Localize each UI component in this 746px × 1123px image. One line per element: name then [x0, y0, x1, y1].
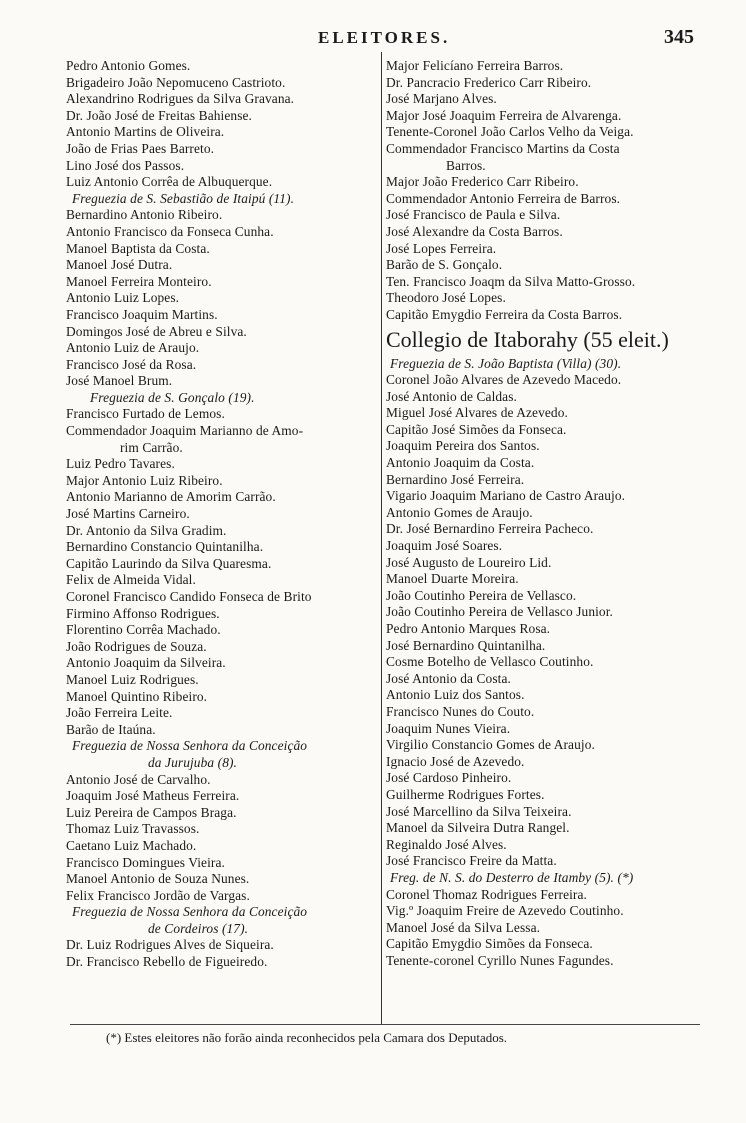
elector-entry: Barão de Itaúna. — [66, 721, 156, 737]
elector-entry: Commendador Joaquim Marianno de Amo- — [66, 423, 304, 439]
elector-entry: Luiz Pedro Tavares. — [66, 456, 175, 472]
elector-entry: Capitão Laurindo da Silva Quaresma. — [66, 555, 272, 571]
elector-entry: Francisco Nunes do Couto. — [386, 703, 535, 719]
elector-entry: Dr. Antonio da Silva Gradim. — [66, 522, 227, 538]
elector-entry: Antonio Francisco da Fonseca Cunha. — [66, 223, 274, 239]
elector-entry: Antonio Luiz de Araujo. — [66, 340, 200, 356]
elector-entry-continuation: rim Carrão. — [120, 439, 183, 455]
elector-entry: Manoel Luiz Rodrigues. — [66, 671, 199, 687]
elector-entry: Manoel Baptista da Costa. — [66, 240, 210, 256]
elector-entry: José Augusto de Loureiro Lid. — [386, 554, 552, 570]
page-header — [0, 22, 746, 52]
parish-heading: Freg. de N. S. do Desterro de Itamby (5). (*) — [390, 869, 634, 885]
elector-entry: Ignacio José de Azevedo. — [386, 753, 525, 769]
elector-entry: João Coutinho Pereira de Vellasco Junior. — [386, 604, 613, 620]
elector-entry: Luiz Antonio Corrêa de Albuquerque. — [66, 174, 273, 190]
parish-heading: Freguezia de S. Gonçalo (19). — [90, 389, 255, 405]
elector-entry: Tenente-coronel Cyrillo Nunes Fagundes. — [386, 952, 614, 968]
elector-entry: João Ferreira Leite. — [66, 705, 173, 721]
column-divider — [381, 52, 382, 1025]
elector-entry: José Antonio de Caldas. — [386, 388, 517, 404]
elector-entry: Capitão Emygdio Ferreira da Costa Barros. — [386, 306, 623, 322]
elector-entry: Bernardino Constancio Quintanilha. — [66, 539, 264, 555]
elector-entry: José Marcellino da Silva Teixeira. — [386, 803, 572, 819]
elector-entry: Antonio Joaquim da Silveira. — [66, 655, 226, 671]
parish-heading: da Jurujuba (8). — [148, 754, 237, 770]
parish-heading: Freguezia de S. João Baptista (Villa) (30). — [390, 355, 622, 371]
college-heading: Collegio de Itaborahy (55 eleit.) — [386, 326, 669, 352]
elector-entry: Antonio Luiz dos Santos. — [386, 687, 525, 703]
footnote-divider — [70, 1024, 700, 1025]
elector-entry: Manoel José Dutra. — [66, 257, 173, 273]
elector-entry: José Cardoso Pinheiro. — [386, 770, 512, 786]
elector-entry: Thomaz Luiz Travassos. — [66, 821, 200, 837]
elector-entry: José Martins Carneiro. — [66, 506, 190, 522]
page-title: ELEITORES. — [318, 28, 451, 47]
elector-entry: Francisco Domingues Vieira. — [66, 854, 225, 870]
elector-entry: Pedro Antonio Gomes. — [66, 58, 191, 73]
elector-entry: Luiz Pereira de Campos Braga. — [66, 804, 237, 820]
left-column — [60, 58, 380, 971]
elector-entry: Commendador Antonio Ferreira de Barros. — [386, 190, 621, 206]
elector-entry: Coronel Francisco Candido Fonseca de Brito — [66, 589, 312, 604]
elector-entry: Manoel José da Silva Lessa. — [386, 919, 541, 935]
elector-entry: Theodoro José Lopes. — [386, 290, 506, 306]
elector-entry: Florentino Corrêa Machado. — [66, 622, 221, 638]
elector-entry: Caetano Luiz Machado. — [66, 837, 197, 853]
elector-entry: José Alexandre da Costa Barros. — [386, 223, 563, 239]
elector-entry: Francisco Furtado de Lemos. — [66, 406, 225, 422]
elector-entry-continuation: Barros. — [446, 157, 486, 173]
elector-entry: João de Frias Paes Barreto. — [66, 140, 215, 156]
elector-entry: Lino José dos Passos. — [66, 157, 185, 173]
elector-entry: Miguel José Alvares de Azevedo. — [386, 405, 568, 421]
elector-entry: Capitão José Simões da Fonseca. — [386, 421, 567, 437]
elector-entry: Virgilio Constancio Gomes de Araujo. — [386, 737, 595, 753]
elector-entry: Francisco Joaquim Martins. — [66, 306, 218, 322]
parish-heading: de Cordeiros (17). — [148, 920, 249, 936]
elector-entry: Barão de S. Gonçalo. — [386, 257, 503, 273]
page-number: 345 — [664, 26, 694, 48]
elector-entry: Antonio José de Carvalho. — [66, 771, 211, 787]
elector-entry: Major Antonio Luiz Ribeiro. — [66, 472, 223, 488]
elector-entry: Dr. Luiz Rodrigues Alves de Siqueira. — [66, 937, 274, 953]
elector-entry: Commendador Francisco Martins da Costa — [386, 140, 620, 156]
elector-entry: Joaquim José Soares. — [386, 538, 503, 554]
elector-entry: José Francisco de Paula e Silva. — [386, 207, 561, 223]
right-column — [386, 58, 706, 969]
elector-entry: Domingos José de Abreu e Silva. — [66, 323, 247, 339]
elector-entry: Reginaldo José Alves. — [386, 836, 507, 852]
elector-entry: Dr. João José de Freitas Bahiense. — [66, 107, 252, 123]
elector-entry: Francisco José da Rosa. — [66, 356, 197, 372]
elector-entry: Antonio Joaquim da Costa. — [386, 455, 535, 471]
elector-entry: Manoel Duarte Moreira. — [386, 571, 519, 587]
elector-entry: Felix de Almeida Vidal. — [66, 572, 196, 588]
elector-entry: Manoel da Silveira Dutra Rangel. — [386, 820, 570, 836]
elector-entry: Antonio Marianno de Amorim Carrão. — [66, 489, 276, 505]
elector-entry: Coronel João Alvares de Azevedo Macedo. — [386, 372, 622, 388]
elector-entry: João Coutinho Pereira de Vellasco. — [386, 587, 577, 603]
elector-entry: Felix Francisco Jordão de Vargas. — [66, 887, 250, 903]
elector-entry: Joaquim José Matheus Ferreira. — [66, 788, 240, 804]
elector-entry: Bernardino Antonio Ribeiro. — [66, 207, 223, 223]
footnote: (*) Estes eleitores não forão ainda reconhecidos pela Camara dos Deputados. — [106, 1030, 508, 1045]
elector-entry: Antonio Gomes de Araujo. — [386, 504, 533, 520]
elector-entry: José Bernardino Quintanilha. — [386, 637, 546, 653]
elector-entry: Cosme Botelho de Vellasco Coutinho. — [386, 654, 594, 670]
elector-entry: Bernardino José Ferreira. — [386, 471, 525, 487]
elector-entry: Manoel Quintino Ribeiro. — [66, 688, 208, 704]
elector-entry: Manoel Antonio de Souza Nunes. — [66, 871, 250, 887]
elector-entry: José Antonio da Costa. — [386, 670, 511, 686]
elector-entry: Coronel Thomaz Rodrigues Ferreira. — [386, 886, 587, 902]
elector-entry: José Francisco Freire da Matta. — [386, 853, 557, 869]
elector-entry: José Marjano Alves. — [386, 91, 497, 107]
elector-entry: Firmino Affonso Rodrigues. — [66, 605, 220, 621]
elector-entry: Manoel Ferreira Monteiro. — [66, 273, 212, 289]
elector-entry: Guilherme Rodrigues Fortes. — [386, 786, 545, 802]
elector-entry: Capitão Emygdio Simões da Fonseca. — [386, 936, 593, 952]
elector-entry: Tenente-Coronel João Carlos Velho da Veiga. — [386, 124, 634, 140]
elector-entry: José Lopes Ferreira. — [386, 240, 497, 256]
elector-entry: Brigadeiro João Nepomuceno Castrioto. — [66, 74, 286, 90]
elector-entry: Pedro Antonio Marques Rosa. — [386, 621, 551, 636]
elector-entry: Major João Frederico Carr Ribeiro. — [386, 174, 579, 190]
elector-entry: Dr. Pancracio Frederico Carr Ribeiro. — [386, 74, 592, 90]
elector-entry: Major José Joaquim Ferreira de Alvarenga. — [386, 107, 622, 123]
elector-entry: Vigario Joaquim Mariano de Castro Araujo. — [386, 488, 626, 504]
elector-entry: Antonio Luiz Lopes. — [66, 290, 180, 306]
elector-entry: Dr. Francisco Rebello de Figueiredo. — [66, 954, 268, 970]
elector-entry: Vig.º Joaquim Freire de Azevedo Coutinho. — [386, 903, 624, 919]
elector-entry: Major Felicíano Ferreira Barros. — [386, 58, 564, 73]
elector-entry: Ten. Francisco Joaqm da Silva Matto-Grosso. — [386, 273, 636, 289]
elector-entry: Alexandrino Rodrigues da Silva Gravana. — [66, 91, 295, 107]
elector-entry: Joaquim Pereira dos Santos. — [386, 438, 540, 454]
parish-heading: Freguezia de Nossa Senhora da Conceição — [72, 738, 308, 754]
elector-entry: Dr. José Bernardino Ferreira Pacheco. — [386, 521, 594, 537]
parish-heading: Freguezia de S. Sebastião de Itaipú (11). — [72, 190, 295, 206]
elector-entry: Joaquim Nunes Vieira. — [386, 720, 511, 736]
elector-entry: José Manoel Brum. — [66, 373, 173, 389]
parish-heading: Freguezia de Nossa Senhora da Conceição — [72, 904, 308, 920]
elector-entry: Antonio Martins de Oliveira. — [66, 124, 225, 140]
elector-entry: João Rodrigues de Souza. — [66, 638, 207, 654]
